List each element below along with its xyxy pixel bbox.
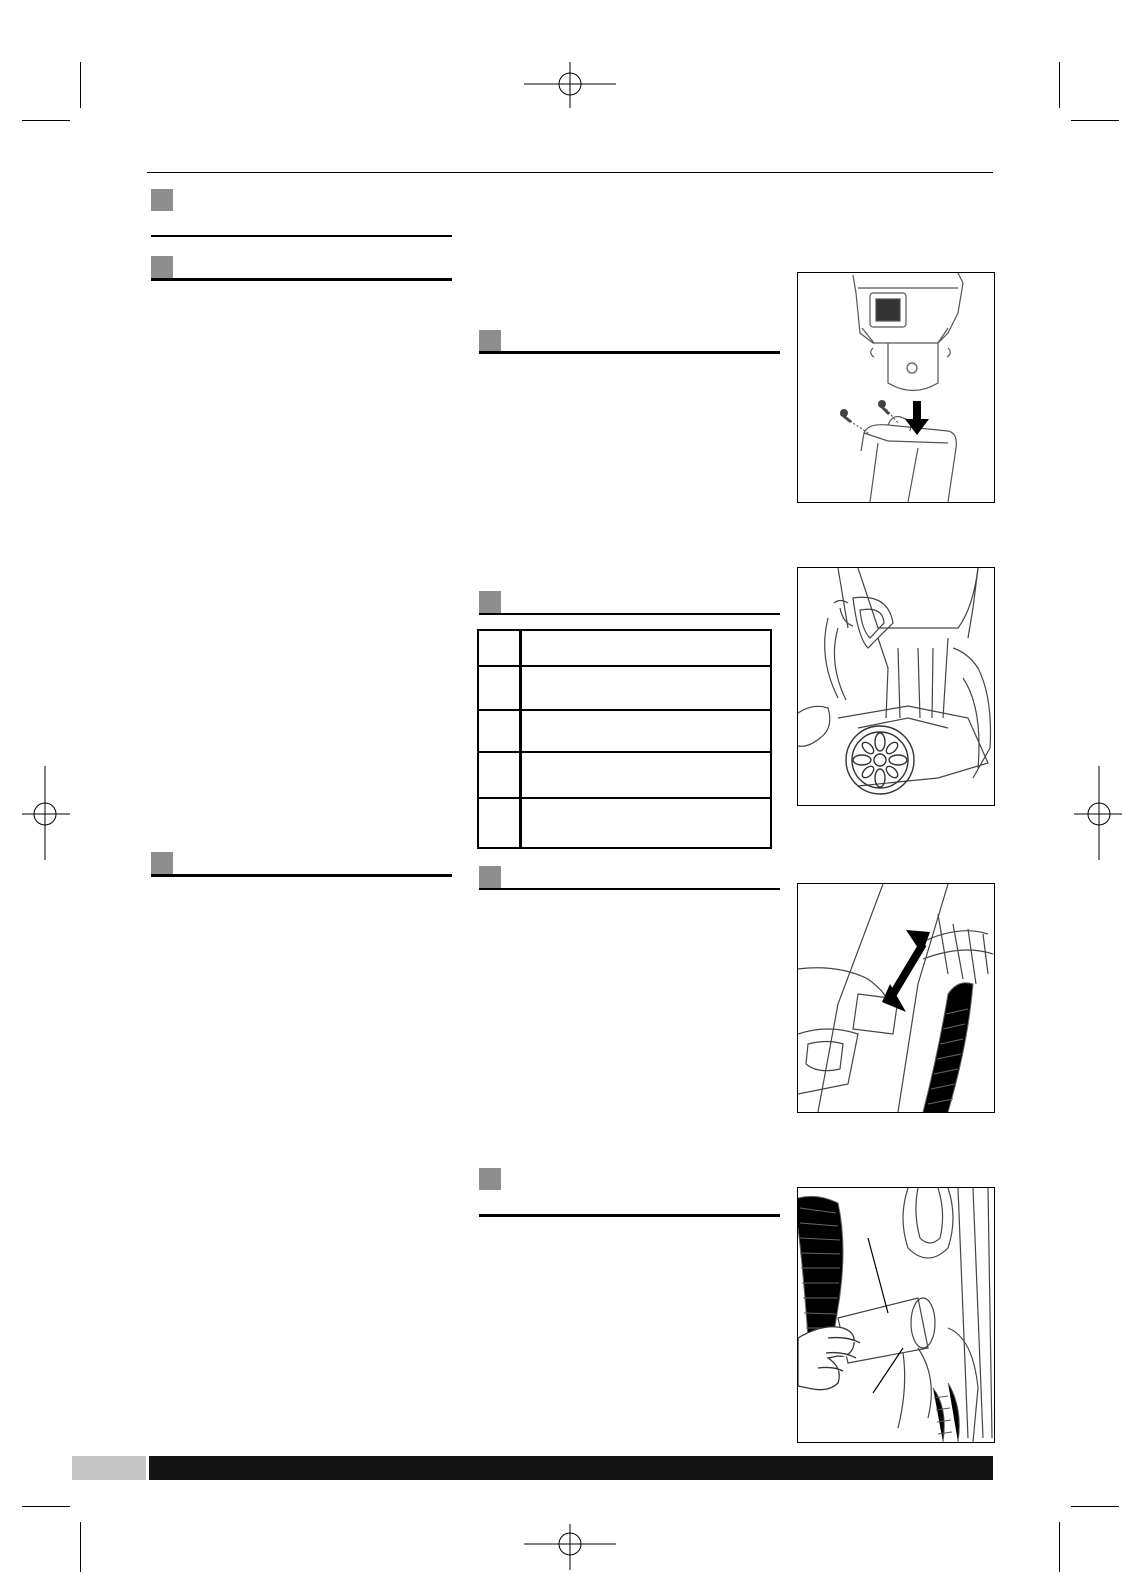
section-marker	[151, 189, 173, 211]
section-heading-rule	[479, 613, 780, 615]
figure-cleaner-base	[797, 567, 995, 806]
section-heading-rule	[151, 278, 452, 281]
section-marker	[151, 256, 173, 278]
table-row	[479, 797, 770, 799]
section-marker	[479, 591, 501, 613]
section-heading-rule	[151, 874, 452, 877]
table-row	[479, 751, 770, 753]
registration-target-top	[520, 62, 620, 110]
section-heading-rule	[479, 351, 780, 354]
section-marker	[151, 852, 173, 874]
registration-target-right	[1072, 766, 1124, 862]
figure-hose-connect	[797, 1187, 995, 1443]
footer-bar	[149, 1456, 993, 1480]
page-top-rule	[147, 172, 993, 173]
section-heading-rule	[479, 1214, 780, 1217]
figure-attach-handle	[797, 272, 995, 503]
table-row	[479, 709, 770, 711]
section-marker	[479, 866, 501, 888]
section-heading-rule	[479, 888, 780, 890]
hand-icon	[798, 1327, 860, 1390]
footer-page-tab	[72, 1456, 146, 1480]
table-column-divider	[519, 631, 522, 847]
table-row	[479, 665, 770, 667]
section-divider	[151, 235, 452, 237]
double-arrow-icon	[882, 930, 930, 1012]
section-marker	[479, 330, 501, 352]
figure-hose-adjust	[797, 883, 995, 1113]
registration-target-bottom	[520, 1524, 620, 1572]
down-arrow-icon	[905, 401, 929, 435]
spec-table	[477, 629, 772, 849]
registration-target-left	[20, 766, 72, 862]
section-marker	[479, 1168, 501, 1190]
